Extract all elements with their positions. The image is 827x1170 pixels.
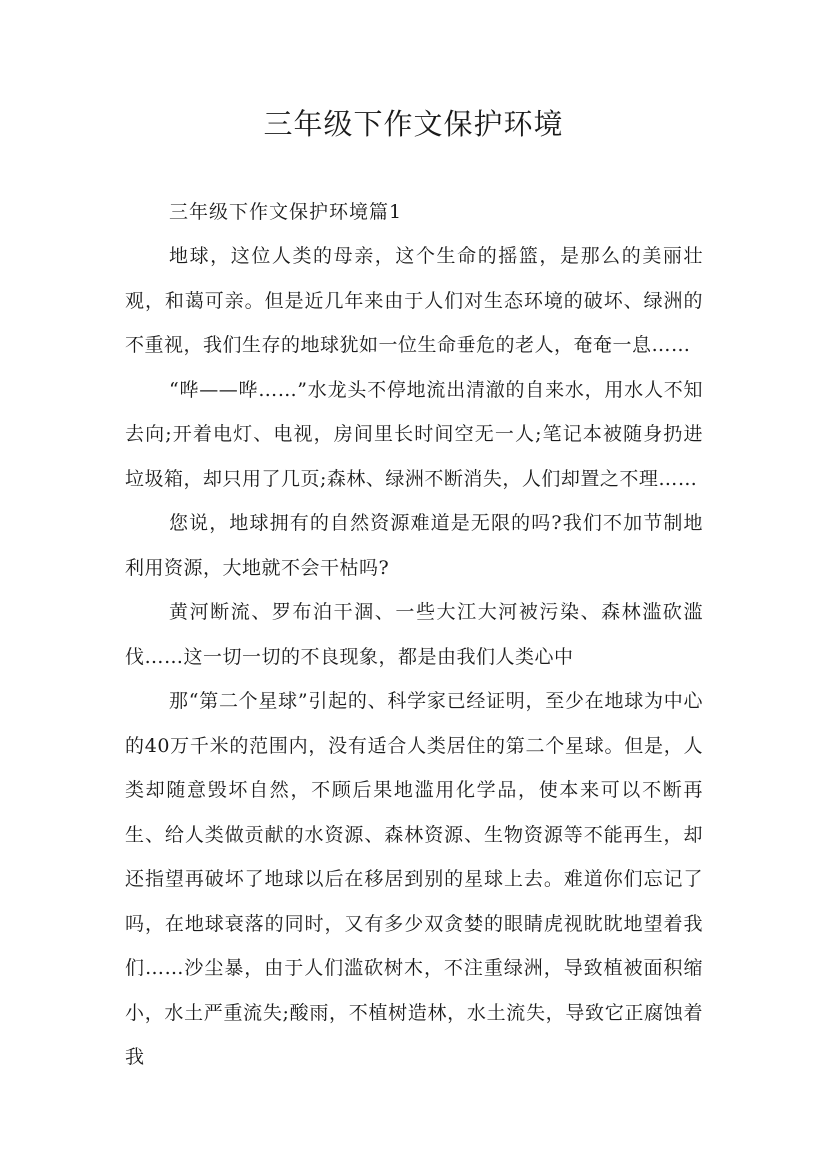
paragraph-4: 黄河断流、罗布泊干涸、一些大江大河被污染、森林滥砍滥伐……这一切一切的不良现象，都是由我们人类心中 bbox=[125, 601, 703, 668]
paragraph-3: 您说，地球拥有的自然资源难道是无限的吗?我们不加节制地利用资源，大地就不会干枯吗? bbox=[125, 512, 703, 579]
paragraph-1: 地球，这位人类的母亲，这个生命的摇篮，是那么的美丽壮观，和蔼可亲。但是近几年来由于人们对生态环境的破坏、绿洲的不重视，我们生存的地球犹如一位生命垂危的老人，奄奄一息…… bbox=[125, 245, 703, 356]
document-body bbox=[125, 190, 703, 1080]
paragraph-5: 那“第二个星球”引起的、科学家已经证明，至少在地球为中心的40万千米的范围内，没有适合人类居住的第二个星球。但是，人类却随意毁坏自然，不顾后果地滥用化学品，使本来可以不断再生、给人类做贡献的水资源、森林资源、生物资源等不能再生，却还指望再破坏了地球以后在移居到别的星球上去。难道你们忘记了吗，在地球衰落的同时，又有多少双贪婪的眼睛虎视眈眈地望着我们……沙尘暴，由于人们滥砍树木，不注重绿洲，导致植被面积缩小，水土严重流失;酸雨，不植树造林，水土流失，导致它正腐蚀着我 bbox=[125, 690, 703, 1068]
document-title: 三年级下作文保护环境 bbox=[263, 107, 564, 141]
section-heading: 三年级下作文保护环境篇1 bbox=[169, 201, 403, 223]
paragraph-2: “哗——哗……”水龙头不停地流出清澈的自来水，用水人不知去向;开着电灯、电视，房间里长时间空无一人;笔记本被随身扔进垃圾箱，却只用了几页;森林、绿洲不断消失，人们却置之不理…… bbox=[125, 378, 703, 490]
